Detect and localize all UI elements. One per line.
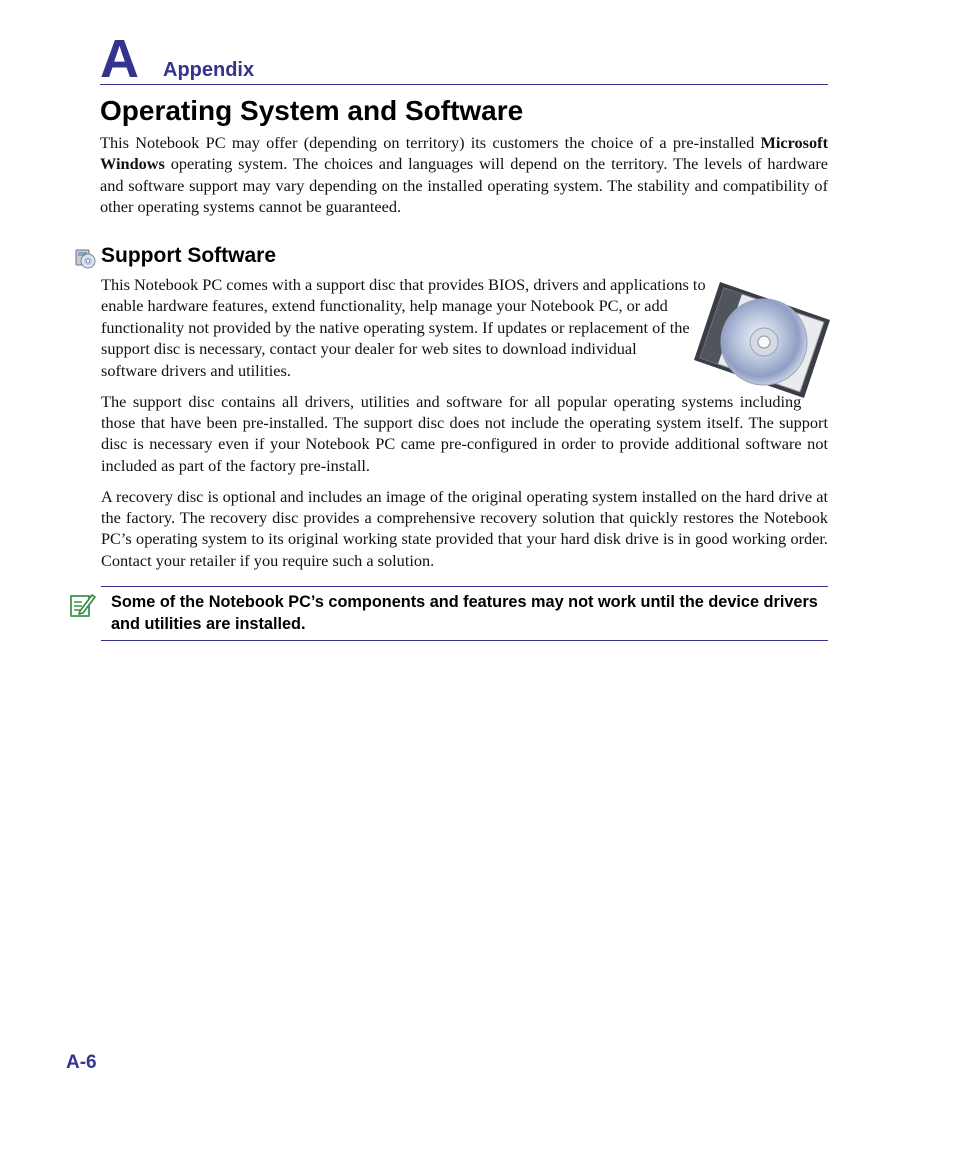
intro-paragraph: [100, 132, 828, 218]
disc-software-icon: [74, 247, 96, 269]
support-software-body: [101, 274, 828, 581]
chapter-name: Appendix: [163, 59, 255, 81]
note-box: [101, 586, 828, 641]
intro-text-end: operating system. The choices and languages will depend on the territory. The levels of hardware and software support may vary depending on the installed operating system. The stability and compatibility of other operating systems cannot be guaranteed.: [100, 154, 828, 217]
note-pencil-icon: [68, 591, 96, 619]
page-number: A-6: [66, 1052, 97, 1073]
intro-text-start: This Notebook PC may offer (depending on territory) its customers the choice of a pre-installed: [100, 133, 761, 152]
support-paragraph-1: This Notebook PC comes with a support disc that provides BIOS, drivers and applications to enable hardware features, extend functionality, help manage your Notebook PC, or add functionality not provided by the native operating system. If updates or replacement of the support disc is necessary, contact your dealer for web sites to download individual software drivers and utilities.: [101, 275, 706, 380]
subsection-title: Support Software: [101, 244, 277, 267]
header-rule: [100, 84, 828, 85]
cd-case-image: [692, 280, 832, 400]
section-title: Operating System and Software: [100, 95, 524, 126]
note-text: Some of the Notebook PC’s components and features may not work until the device drivers and utilities are installed.: [111, 593, 818, 633]
support-paragraph-2: The support disc contains all drivers, utilities and software for all popular operating systems including those that have been pre-installed. The support disc does not include the operating system itself. The support disc is necessary even if your Notebook PC came pre-configured in order to provide additional software not included as part of the factory pre-install.: [101, 391, 828, 475]
chapter-letter: A: [100, 29, 139, 89]
support-paragraph-3: A recovery disc is optional and includes an image of the original operating system installed on the hard drive at the factory. The recovery disc provides a comprehensive recovery solution that quickly restores the Notebook PC’s operating system to its original working state provided that your hard disk drive is in good working order. Contact your retailer if you require such a solution.: [101, 486, 828, 570]
intro-text-bold: Microsoft Windows: [100, 133, 828, 174]
